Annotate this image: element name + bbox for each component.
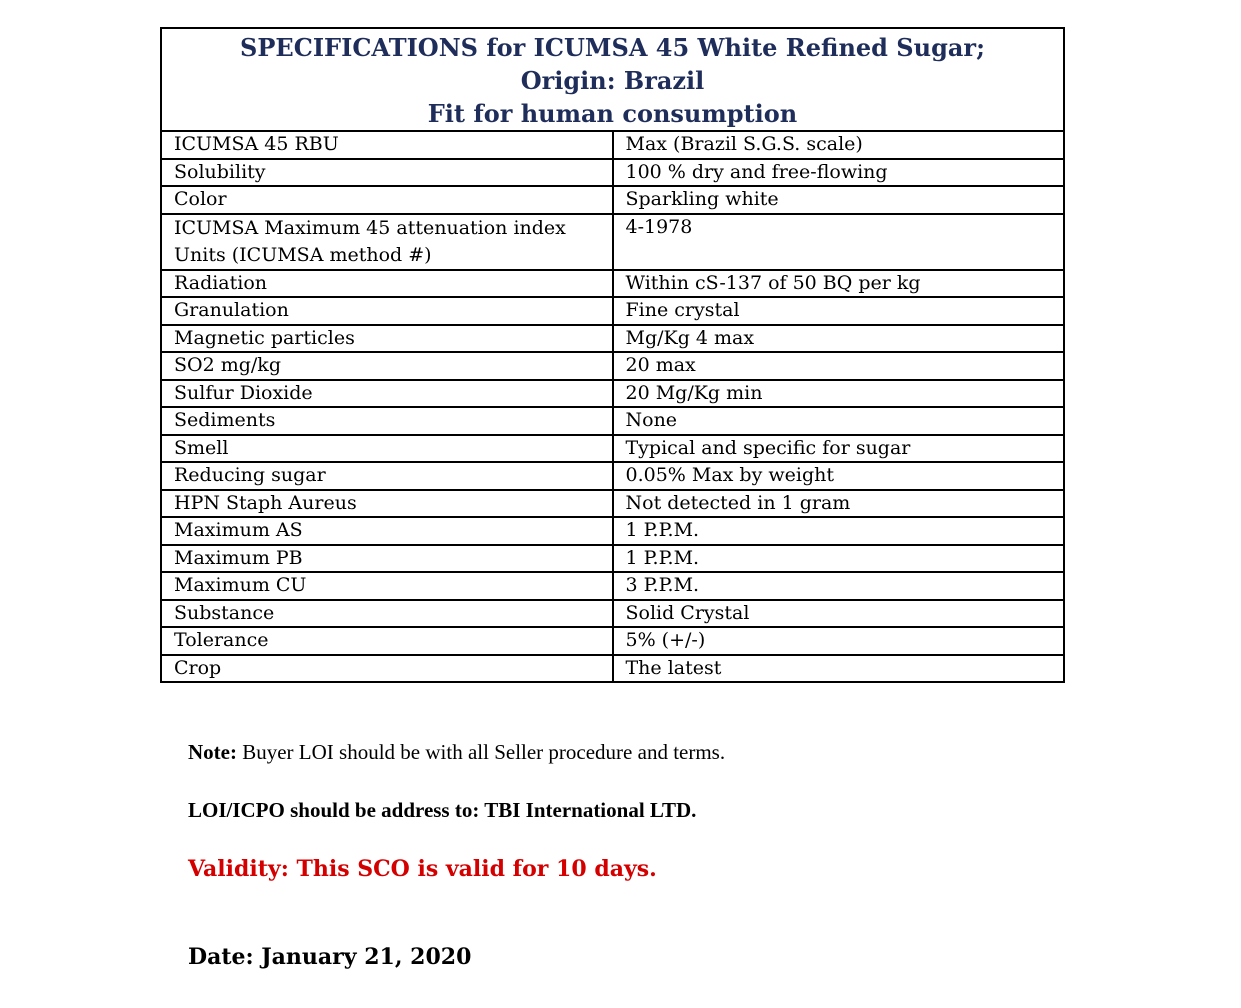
note-paragraph [188,740,725,765]
spec-label: Maximum PB [161,545,613,573]
table-row [161,517,1064,545]
spec-label: ICUMSA 45 RBU [161,131,613,159]
spec-value: 5% (+/-) [613,627,1065,655]
spec-value: 20 Mg/Kg min [613,380,1065,408]
spec-label: Magnetic particles [161,325,613,353]
table-row [161,159,1064,187]
spec-value: Within cS-137 of 50 BQ per kg [613,270,1065,298]
spec-value: Sparkling white [613,186,1065,214]
spec-value: Solid Crystal [613,600,1065,628]
table-row [161,545,1064,573]
spec-label: Reducing sugar [161,462,613,490]
table-row [161,352,1064,380]
spec-label: HPN Staph Aureus [161,490,613,518]
note-text: Buyer LOI should be with all Seller procedure and terms. [236,740,726,764]
spec-value: None [613,407,1065,435]
document-date: Date: January 21, 2020 [188,944,472,970]
table-title [161,28,1064,131]
loi-address: LOI/ICPO should be address to: TBI International LTD. [188,798,697,822]
spec-label: Color [161,186,613,214]
spec-label: ICUMSA Maximum 45 attenuation index Units (ICUMSA method #) [161,214,613,270]
spec-value: 3 P.P.M. [613,572,1065,600]
spec-value: Mg/Kg 4 max [613,325,1065,353]
table-row [161,600,1064,628]
title-line-3: Fit for human consumption [427,99,798,128]
spec-label: Granulation [161,297,613,325]
table-row [161,490,1064,518]
spec-label: Sediments [161,407,613,435]
spec-value: 4-1978 [613,214,1065,270]
table-row [161,131,1064,159]
table-row [161,435,1064,463]
spec-value: Max (Brazil S.G.S. scale) [613,131,1065,159]
spec-value: 0.05% Max by weight [613,462,1065,490]
spec-value: 1 P.P.M. [613,517,1065,545]
table-row [161,297,1064,325]
title-row [161,28,1064,131]
spec-label: Crop [161,655,613,683]
spec-value: 100 % dry and free-flowing [613,159,1065,187]
table-row [161,325,1064,353]
spec-label: Substance [161,600,613,628]
table-row [161,407,1064,435]
table-row [161,627,1064,655]
spec-value: The latest [613,655,1065,683]
specifications-table [160,27,1065,683]
note-label: Note: [188,740,237,764]
spec-label: Sulfur Dioxide [161,380,613,408]
spec-label: Smell [161,435,613,463]
validity-notice: Validity: This SCO is valid for 10 days. [188,856,657,882]
table-row [161,462,1064,490]
table-row [161,572,1064,600]
spec-value: Typical and specific for sugar [613,435,1065,463]
spec-value: Not detected in 1 gram [613,490,1065,518]
spec-label: Maximum CU [161,572,613,600]
spec-label: SO2 mg/kg [161,352,613,380]
table-row [161,186,1064,214]
table-row [161,214,1064,270]
table-row [161,270,1064,298]
spec-label: Solubility [161,159,613,187]
spec-value: 1 P.P.M. [613,545,1065,573]
table-row [161,655,1064,683]
spec-label: Maximum AS [161,517,613,545]
spec-value: Fine crystal [613,297,1065,325]
spec-label: Tolerance [161,627,613,655]
table-row [161,380,1064,408]
title-line-2: Origin: Brazil [520,66,705,95]
spec-label: Radiation [161,270,613,298]
title-line-1: SPECIFICATIONS for ICUMSA 45 White Refined Sugar; [240,33,985,62]
spec-value: 20 max [613,352,1065,380]
